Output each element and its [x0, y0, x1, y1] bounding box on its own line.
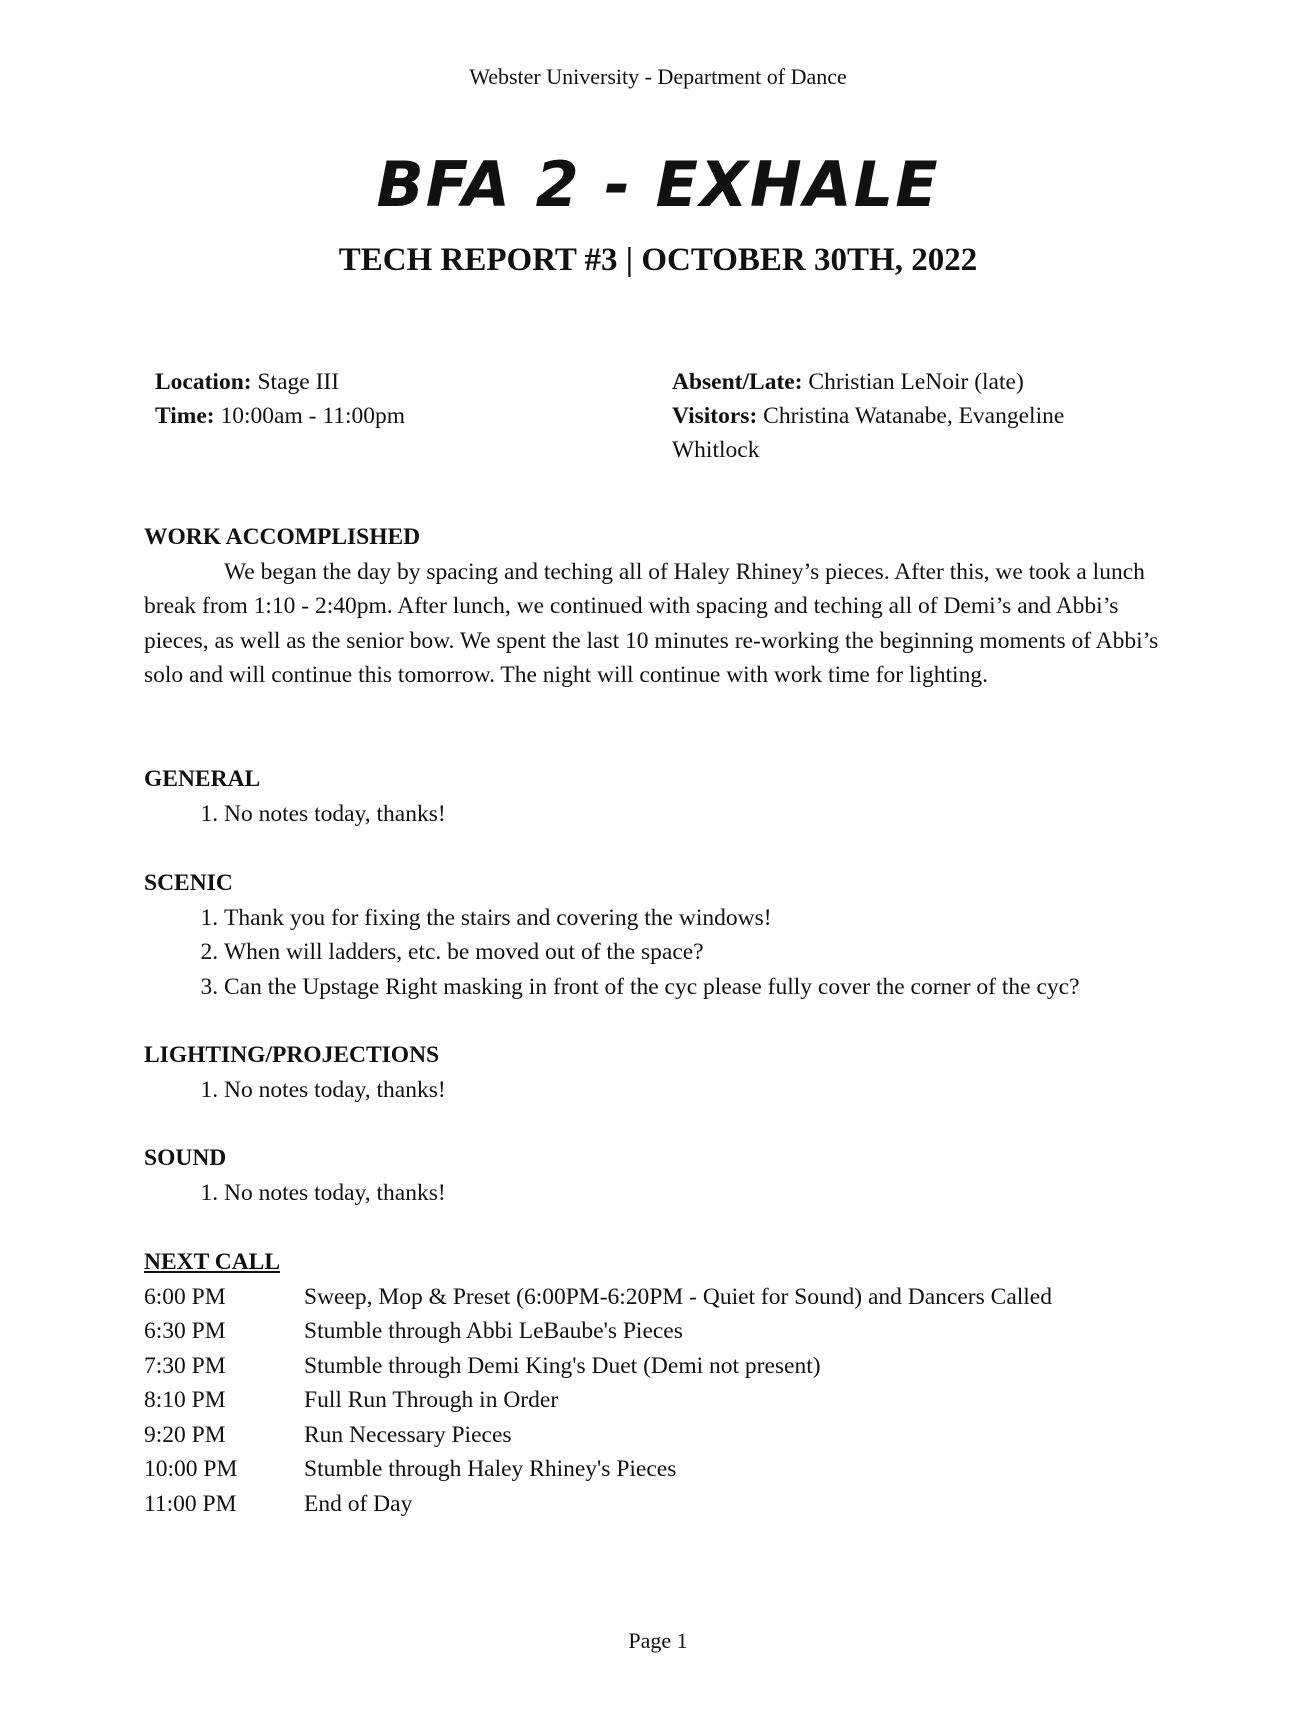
schedule-event: Stumble through Demi King's Duet (Demi not present)	[304, 1352, 821, 1379]
general-heading: GENERAL	[144, 766, 261, 792]
general-list	[144, 797, 1184, 832]
schedule-event: Sweep, Mop & Preset (6:00PM-6:20PM - Quiet for Sound) and Dancers Called	[304, 1283, 1052, 1310]
sound-list	[144, 1176, 1184, 1211]
list-item: 1. Thank you for fixing the stairs and covering the windows!	[224, 901, 1184, 936]
schedule-event: End of Day	[304, 1490, 413, 1517]
info-left-column	[155, 365, 635, 433]
scenic-section	[144, 866, 1184, 1004]
schedule-row	[144, 1487, 1184, 1522]
location-value: Stage III	[257, 369, 340, 395]
next-call-section	[144, 1245, 1184, 1521]
work-accomplished-section	[144, 520, 1184, 693]
schedule-event: Stumble through Haley Rhiney's Pieces	[304, 1456, 677, 1482]
schedule-row	[144, 1280, 1184, 1315]
page-title: BFA 2 - EXHALE	[376, 148, 940, 221]
lighting-heading: LIGHTING/PROJECTIONS	[144, 1042, 440, 1068]
info-right-column	[672, 365, 1142, 467]
absent-line	[672, 365, 1142, 399]
page-header: Webster University - Department of Dance	[469, 64, 847, 89]
location-label: Location:	[155, 369, 252, 395]
visitors-label: Visitors:	[672, 403, 758, 429]
list-item: 3. Can the Upstage Right masking in front of the cyc please fully cover the corner of the cyc?	[224, 970, 1184, 1005]
schedule-event: Full Run Through in Order	[304, 1387, 559, 1413]
lighting-list	[144, 1073, 1184, 1108]
report-subtitle: TECH REPORT #3 | OCTOBER 30TH, 2022	[338, 242, 978, 278]
schedule-event: Stumble through Abbi LeBaube's Pieces	[304, 1318, 683, 1344]
absent-value: Christian LeNoir (late)	[808, 369, 1024, 395]
schedule-time: 6:30 PM	[144, 1318, 226, 1344]
list-item: 1. No notes today, thanks!	[224, 1176, 1184, 1211]
schedule-row	[144, 1418, 1184, 1453]
scenic-list	[144, 901, 1184, 1005]
schedule-time: 11:00 PM	[144, 1490, 237, 1517]
lighting-section	[144, 1038, 1184, 1107]
time-line	[155, 399, 635, 433]
time-label: Time:	[155, 403, 215, 429]
time-value: 10:00am - 11:00pm	[220, 403, 406, 429]
visitors-value: Christina Watanabe, Evangeline Whitlock	[672, 403, 1065, 463]
schedule-row	[144, 1314, 1184, 1349]
absent-label: Absent/Late:	[672, 369, 803, 395]
scenic-heading: SCENIC	[144, 870, 233, 896]
schedule-time: 9:20 PM	[144, 1421, 226, 1448]
list-item: 2. When will ladders, etc. be moved out of the space?	[224, 935, 1184, 970]
schedule-time: 6:00 PM	[144, 1283, 226, 1310]
sound-heading: SOUND	[144, 1145, 227, 1171]
work-accomplished-heading: WORK ACCOMPLISHED	[144, 524, 421, 550]
schedule-row	[144, 1452, 1184, 1487]
schedule-time: 10:00 PM	[144, 1456, 238, 1482]
list-item: 1. No notes today, thanks!	[224, 1073, 1184, 1108]
general-section	[144, 762, 1184, 831]
work-accomplished-text: We began the day by spacing and teching all of Haley Rhiney’s pieces. After this, we took a lunch break from 1:10 - 2:40pm. After lunch, we continued with spacing and teching all of Demi’s and Abbi’s pieces, as well as the senior bow. We spent the last 10 minutes re-working the beginning moments of Abbi’s solo and will continue this tomorrow. The night will continue with work time for lighting.	[144, 558, 1159, 688]
visitors-line	[672, 399, 1142, 467]
location-line	[155, 365, 635, 399]
schedule-row	[144, 1383, 1184, 1418]
page-number: Page 1	[628, 1628, 688, 1653]
list-item: 1. No notes today, thanks!	[224, 797, 1184, 832]
schedule-row	[144, 1349, 1184, 1384]
schedule-event: Run Necessary Pieces	[304, 1421, 512, 1448]
next-call-heading: NEXT CALL	[144, 1249, 281, 1275]
sound-section	[144, 1141, 1184, 1210]
schedule-time: 7:30 PM	[144, 1352, 226, 1379]
schedule-time: 8:10 PM	[144, 1387, 226, 1413]
